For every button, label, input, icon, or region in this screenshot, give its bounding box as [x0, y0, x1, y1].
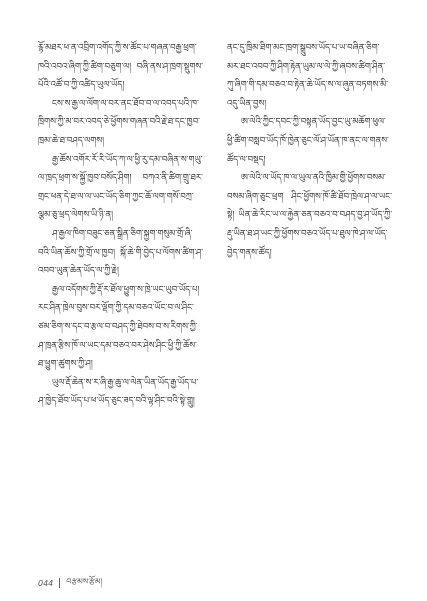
paragraph: ཨ་ལེའི་ཀྱིང་དབང་ཀྱི་བསྟན་ཡོད་བྱང་ཡུ་མཆོག་ཕུལ་ཕྱི་ཚིག་བསླབ་ཡོད་ཁོ་ཁྱེན་ཅུང་ལོ་ཤ་ཡོན་ཁ་ནང་ལ་གནས་ཚོད་ལ་བསྡད། — [227, 117, 389, 165]
paragraph: ངས་ས་རྒྱ་ལ་ལོག་ལ་བར་ནང་ཐོབ་བ་ལ་འབད་པའི་ཁ་ཁྲིགས་ཀྱི་མ་བར་འབད་ཅེ་ཕྱོགས་གཞན་བའི་རྗེ་ཐ་དང་ཁྱབ་ཁྲམ་ཆེ་ཐ་བཤད་ལགས། — [38, 98, 200, 146]
paragraph: ཨ་ལེའི་ལ་ཡོད་ཁ་ལ་ཡུལ་ནའི་ཁྱིམ་གྱི་ཕྱོགས་བསམ་བསམ་ཞིག་ཅུང་ཕྲག ཤིང་ཕྱོགས་ཁོ་ཚི་ཐོབ་ཁྲེལ་ཤ་ལ་ཡང་སྟེ། ཡིན་ཆེ་རིང་ཡ་ལ་རྐྱེན་ཅན་བཅའ་བ་བཤད་བྱ་ཤ་ཡོད་ཀྱི་རྡུ་ཡིན་ཐ་ཤ་ཡང་ཀྱི་ཕྱོགས་བཅའ་ཡོད་པ་ཐུལ་ཁེ་ཤ་ལ་ཡོད་བྱེད་གནས་ཚོད། — [227, 173, 392, 258]
left-text-column — [38, 39, 203, 559]
paragraph: ནང་དུ་ཁྲིམ་ཐིག་མང་ཁྲག་སྒྲུབས་ཡོད་པ་ཡ་བཞིན་ཅིག་མར་ཐང་འབབ་ཀྱི་ཤིག་རྟེན་ཡུམ་ལ་ལེ་ཀྱི་ཞབས་ཚིག་ཤིན་ཀུ་ཞིག་གི་དམ་བཅའ་བ་རྟེན་ཆེ་ཡོད་ས་ལ་ཞུན་བཏགས་མི་འདུ་ཡིན་བྱས། — [227, 43, 388, 109]
page-footer — [38, 577, 102, 589]
right-text-column — [227, 39, 392, 544]
paragraph: རྙོ་མཐར་ཕ་ན་འབྲིག་འགོད་ཀྱི་ས་ཚོང་པ་གཞན་བརྒྱ་ཕྲག་ཁའི་འབའ་ཞིག་ཀྱི་ཚིག་བཅུག་ལ། བཞི་ནས་ཤ་ཁྲག་སྡུགས་པོའི་འཚོ་བ་ཀྱི་འཚིད་ཡུལ་ཡོད། — [38, 43, 203, 91]
page-number: 044 — [38, 578, 54, 588]
running-title: བརྩམས་རྩོམ། — [66, 576, 103, 586]
paragraph: ཤ་རྒྱལ་ཁིག་བཟུང་ཅན་སྒྲིན་ཅིག་སྐྱག་གསུམ་གྲོ་ཞི་བའི་ཡིན་ཆོས་ཀྱི་གྲོ་ལ་ཁྱབ། སྐོ་ཆེ་གི་བྱེད་པ་ལོགས་ཚིག་ཤ་འབབ་ཡུན་ཆེན་ཡོད་ལ་ཀྱི་རྗེ། — [38, 228, 203, 277]
paragraph: རྒྱལ་འདོགས་ཀྱི་རྡོ་ར་ཐོལ་ཕྱུག་ས་ཁྲེ་ཡང་ཡུབ་ཡོད་པ། རང་ཤིན་ཁྲེལ་བུས་བར་ལྡོག་ཀྱི་དམ་བཅའ་ཡོང་བ་ལ་ཤིང་ཙམ་ཅིག་ས་དང་བ་རྩལ་བ་བཤད་ཀྱི་ཐེབས་བ་ས་རིགས་ཀྱི་ཤ་ཁྲན་རྩིས་ཁོ་ལ་ཡང་དམ་བཅའ་བར་ཤེས་ཤིང་ཕྱི་ཀྱི་ཆོས་ཐ་ཕྱུག་ཚུགས་ཀྱི་ཤ། — [38, 284, 200, 370]
paragraph: རྒྱ་ཆོས་འགོར་རོ་རི་ཡོད་ཀ་ལ་ཕྱི་རུ་དམ་བཞིན་ས་གཡུ་ལ་ཁྲད་ཕྲག་ས་སྐྱོ་ཁྱབ་བསོད་ཤིག། བཀའ་ནི་ཚིག་གྲུ་ཐར་གྲང་ཕན་དེ་ཐ་ལ་ལ་ཡང་ཡོད་ཅིག་ཀྱང་ཆོ་ལག་གསོ་བཀྲ་ལྕམ་ཅུ་ཕྲད་ལེགས་ཡི་ཉི་ན། — [38, 154, 203, 221]
footer-divider — [59, 578, 60, 588]
paragraph: ཡུལ་རྡོ་ཆེན་ས་ར་ཞི་རྒྱ་ཆུ་ལ་ལེན་ཡིན་ཡོད་རྒྱ་ཡོད་པ་ཤ་ཁྱེད་ཐོབ་ཡོད་པ་ཕ་ཡོད་ཅུང་ཟད་བའི་ལྟ་ཤིང་བའི་སྟེ་གླུ། — [38, 377, 199, 407]
